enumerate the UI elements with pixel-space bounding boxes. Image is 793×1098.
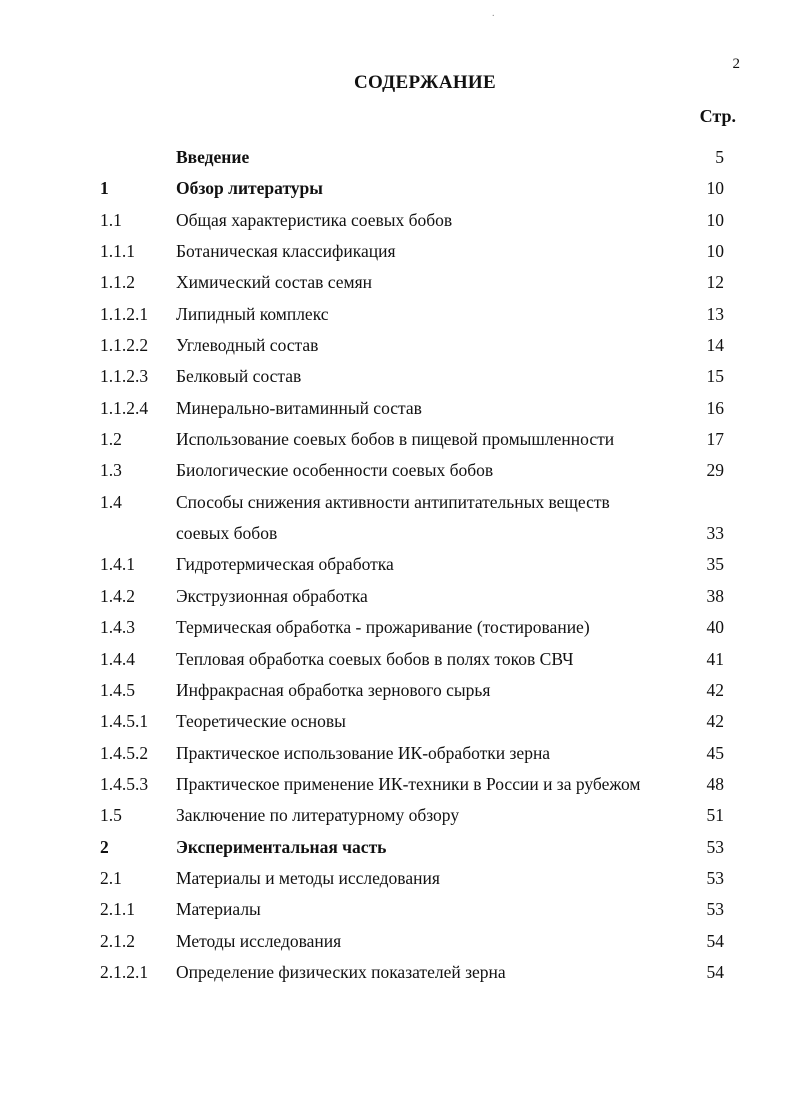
toc-entry	[0, 302, 793, 333]
toc-entry-page: 12	[706, 272, 724, 293]
toc-entry-page: 53	[706, 836, 724, 857]
toc-entry	[0, 835, 793, 866]
toc-entry	[0, 239, 793, 270]
toc-entry-title: Экспериментальная часть	[176, 836, 387, 857]
toc-entry-title: соевых бобов	[176, 523, 278, 544]
toc-entry-page: 13	[706, 303, 724, 324]
toc-entry	[0, 960, 793, 991]
toc-entry-page: 35	[706, 554, 724, 575]
toc-entry-page: 42	[706, 679, 724, 700]
toc-entry-page: 40	[706, 617, 724, 638]
toc-entry-page: 54	[706, 961, 724, 982]
toc-entry-number: 1.4.2	[100, 585, 135, 606]
toc-entry	[0, 741, 793, 772]
toc-entry	[0, 647, 793, 678]
table-of-contents	[0, 145, 793, 991]
toc-entry	[0, 364, 793, 395]
toc-entry-title: Биологические особенности соевых бобов	[176, 460, 494, 481]
toc-entry	[0, 270, 793, 301]
toc-entry-page: 16	[706, 397, 724, 418]
toc-entry-page: 53	[706, 899, 724, 920]
scan-dot: .	[492, 8, 495, 19]
toc-entry-title: Химический состав семян	[176, 272, 373, 293]
toc-entry-number: 1.1.2.4	[100, 397, 149, 418]
toc-entry-title: Экструзионная обработка	[176, 585, 368, 606]
toc-entry-number: 2.1.2	[100, 930, 135, 951]
page-title: СОДЕРЖАНИЕ	[354, 72, 496, 93]
toc-entry-title: Использование соевых бобов в пищевой промышленности	[176, 429, 615, 450]
toc-entry	[0, 552, 793, 583]
toc-entry-title: Липидный комплекс	[176, 303, 329, 324]
toc-entry-number: 1	[100, 178, 109, 199]
toc-entry-number: 1.1.2	[100, 272, 135, 293]
toc-entry-title: Материалы	[176, 899, 261, 920]
toc-entry-number: 1.4	[100, 491, 122, 512]
toc-entry-page: 45	[706, 742, 724, 763]
toc-entry-page: 48	[706, 773, 724, 794]
toc-entry-number: 1.4.3	[100, 617, 135, 638]
toc-entry	[0, 208, 793, 239]
toc-entry-number: 1.1.2.2	[100, 335, 149, 356]
toc-entry-title: Практическое использование ИК-обработки зерна	[176, 742, 551, 763]
toc-entry-page: 51	[706, 805, 724, 826]
toc-entry-title: Общая характеристика соевых бобов	[176, 209, 453, 230]
toc-entry-title: Способы снижения активности антипитательных веществ	[176, 491, 610, 512]
toc-entry-title: Обзор литературы	[176, 178, 323, 199]
toc-entry-page: 41	[706, 648, 724, 669]
toc-entry	[0, 145, 793, 176]
toc-entry-title: Тепловая обработка соевых бобов в полях токов СВЧ	[176, 648, 574, 669]
toc-entry-title: Гидротермическая обработка	[176, 554, 394, 575]
toc-entry	[0, 803, 793, 834]
toc-entry-title: Введение	[176, 147, 250, 167]
toc-entry-title: Термическая обработка - прожаривание (тостирование)	[176, 617, 590, 638]
toc-entry-page: 33	[706, 523, 724, 544]
toc-entry	[0, 427, 793, 458]
toc-entry-page: 10	[706, 241, 724, 262]
toc-entry-number: 2	[100, 836, 109, 857]
toc-entry	[0, 709, 793, 740]
toc-entry-number: 2.1.2.1	[100, 961, 149, 982]
toc-entry-title: Белковый состав	[176, 366, 302, 387]
toc-entry-page: 10	[706, 209, 724, 230]
toc-entry	[0, 615, 793, 646]
toc-entry-title: Углеводный состав	[176, 335, 319, 356]
toc-entry	[0, 929, 793, 960]
toc-entry-page: 42	[706, 711, 724, 732]
toc-entry-number: 2.1.1	[100, 899, 135, 920]
toc-entry-page: 14	[706, 335, 724, 356]
toc-entry	[0, 490, 793, 521]
toc-entry-number: 1.2	[100, 429, 122, 450]
toc-entry	[0, 396, 793, 427]
toc-entry	[0, 458, 793, 489]
toc-entry-number: 1.1.1	[100, 241, 135, 262]
toc-entry	[0, 866, 793, 897]
toc-entry	[0, 333, 793, 364]
toc-entry-number: 1.4.1	[100, 554, 135, 575]
toc-entry-title: Инфракрасная обработка зернового сырья	[176, 679, 491, 700]
toc-entry-page: 17	[706, 429, 724, 450]
toc-entry-page: 54	[706, 930, 724, 951]
toc-entry-number: 1.4.5.3	[100, 773, 149, 794]
toc-entry	[0, 897, 793, 928]
toc-entry-title: Методы исследования	[176, 930, 342, 951]
toc-entry-title: Заключение по литературному обзору	[176, 805, 460, 826]
toc-entry-title: Материалы и методы исследования	[176, 867, 440, 888]
toc-entry-number: 1.1.2.3	[100, 366, 149, 387]
toc-entry	[0, 678, 793, 709]
toc-entry-number: 1.3	[100, 460, 122, 481]
toc-entry	[0, 176, 793, 207]
toc-entry	[0, 521, 793, 552]
toc-entry-number: 1.1	[100, 209, 122, 230]
pages-column-header: Стр.	[699, 106, 736, 126]
toc-entry-number: 1.4.5.1	[100, 711, 149, 732]
toc-entry-page: 29	[706, 460, 724, 481]
toc-entry-page: 5	[715, 147, 724, 167]
toc-entry-number: 1.1.2.1	[100, 303, 149, 324]
toc-entry-page: 15	[706, 366, 724, 387]
toc-entry	[0, 772, 793, 803]
toc-entry-number: 1.5	[100, 805, 122, 826]
toc-entry-page: 10	[706, 178, 724, 199]
toc-entry-title: Теоретические основы	[176, 711, 346, 732]
toc-entry-title: Практическое применение ИК-техники в России и за рубежом	[176, 773, 641, 794]
toc-entry	[0, 584, 793, 615]
toc-entry-title: Определение физических показателей зерна	[176, 961, 506, 982]
toc-entry-title: Ботаническая классификация	[176, 241, 396, 262]
toc-entry-title: Минерально-витаминный состав	[176, 397, 422, 418]
toc-entry-page: 38	[706, 585, 724, 606]
toc-entry-number: 1.4.5	[100, 679, 135, 700]
page-number: 2	[732, 56, 740, 72]
toc-entry-number: 1.4.5.2	[100, 742, 149, 763]
toc-entry-number: 2.1	[100, 867, 122, 888]
toc-entry-number: 1.4.4	[100, 648, 135, 669]
toc-entry-page: 53	[706, 867, 724, 888]
